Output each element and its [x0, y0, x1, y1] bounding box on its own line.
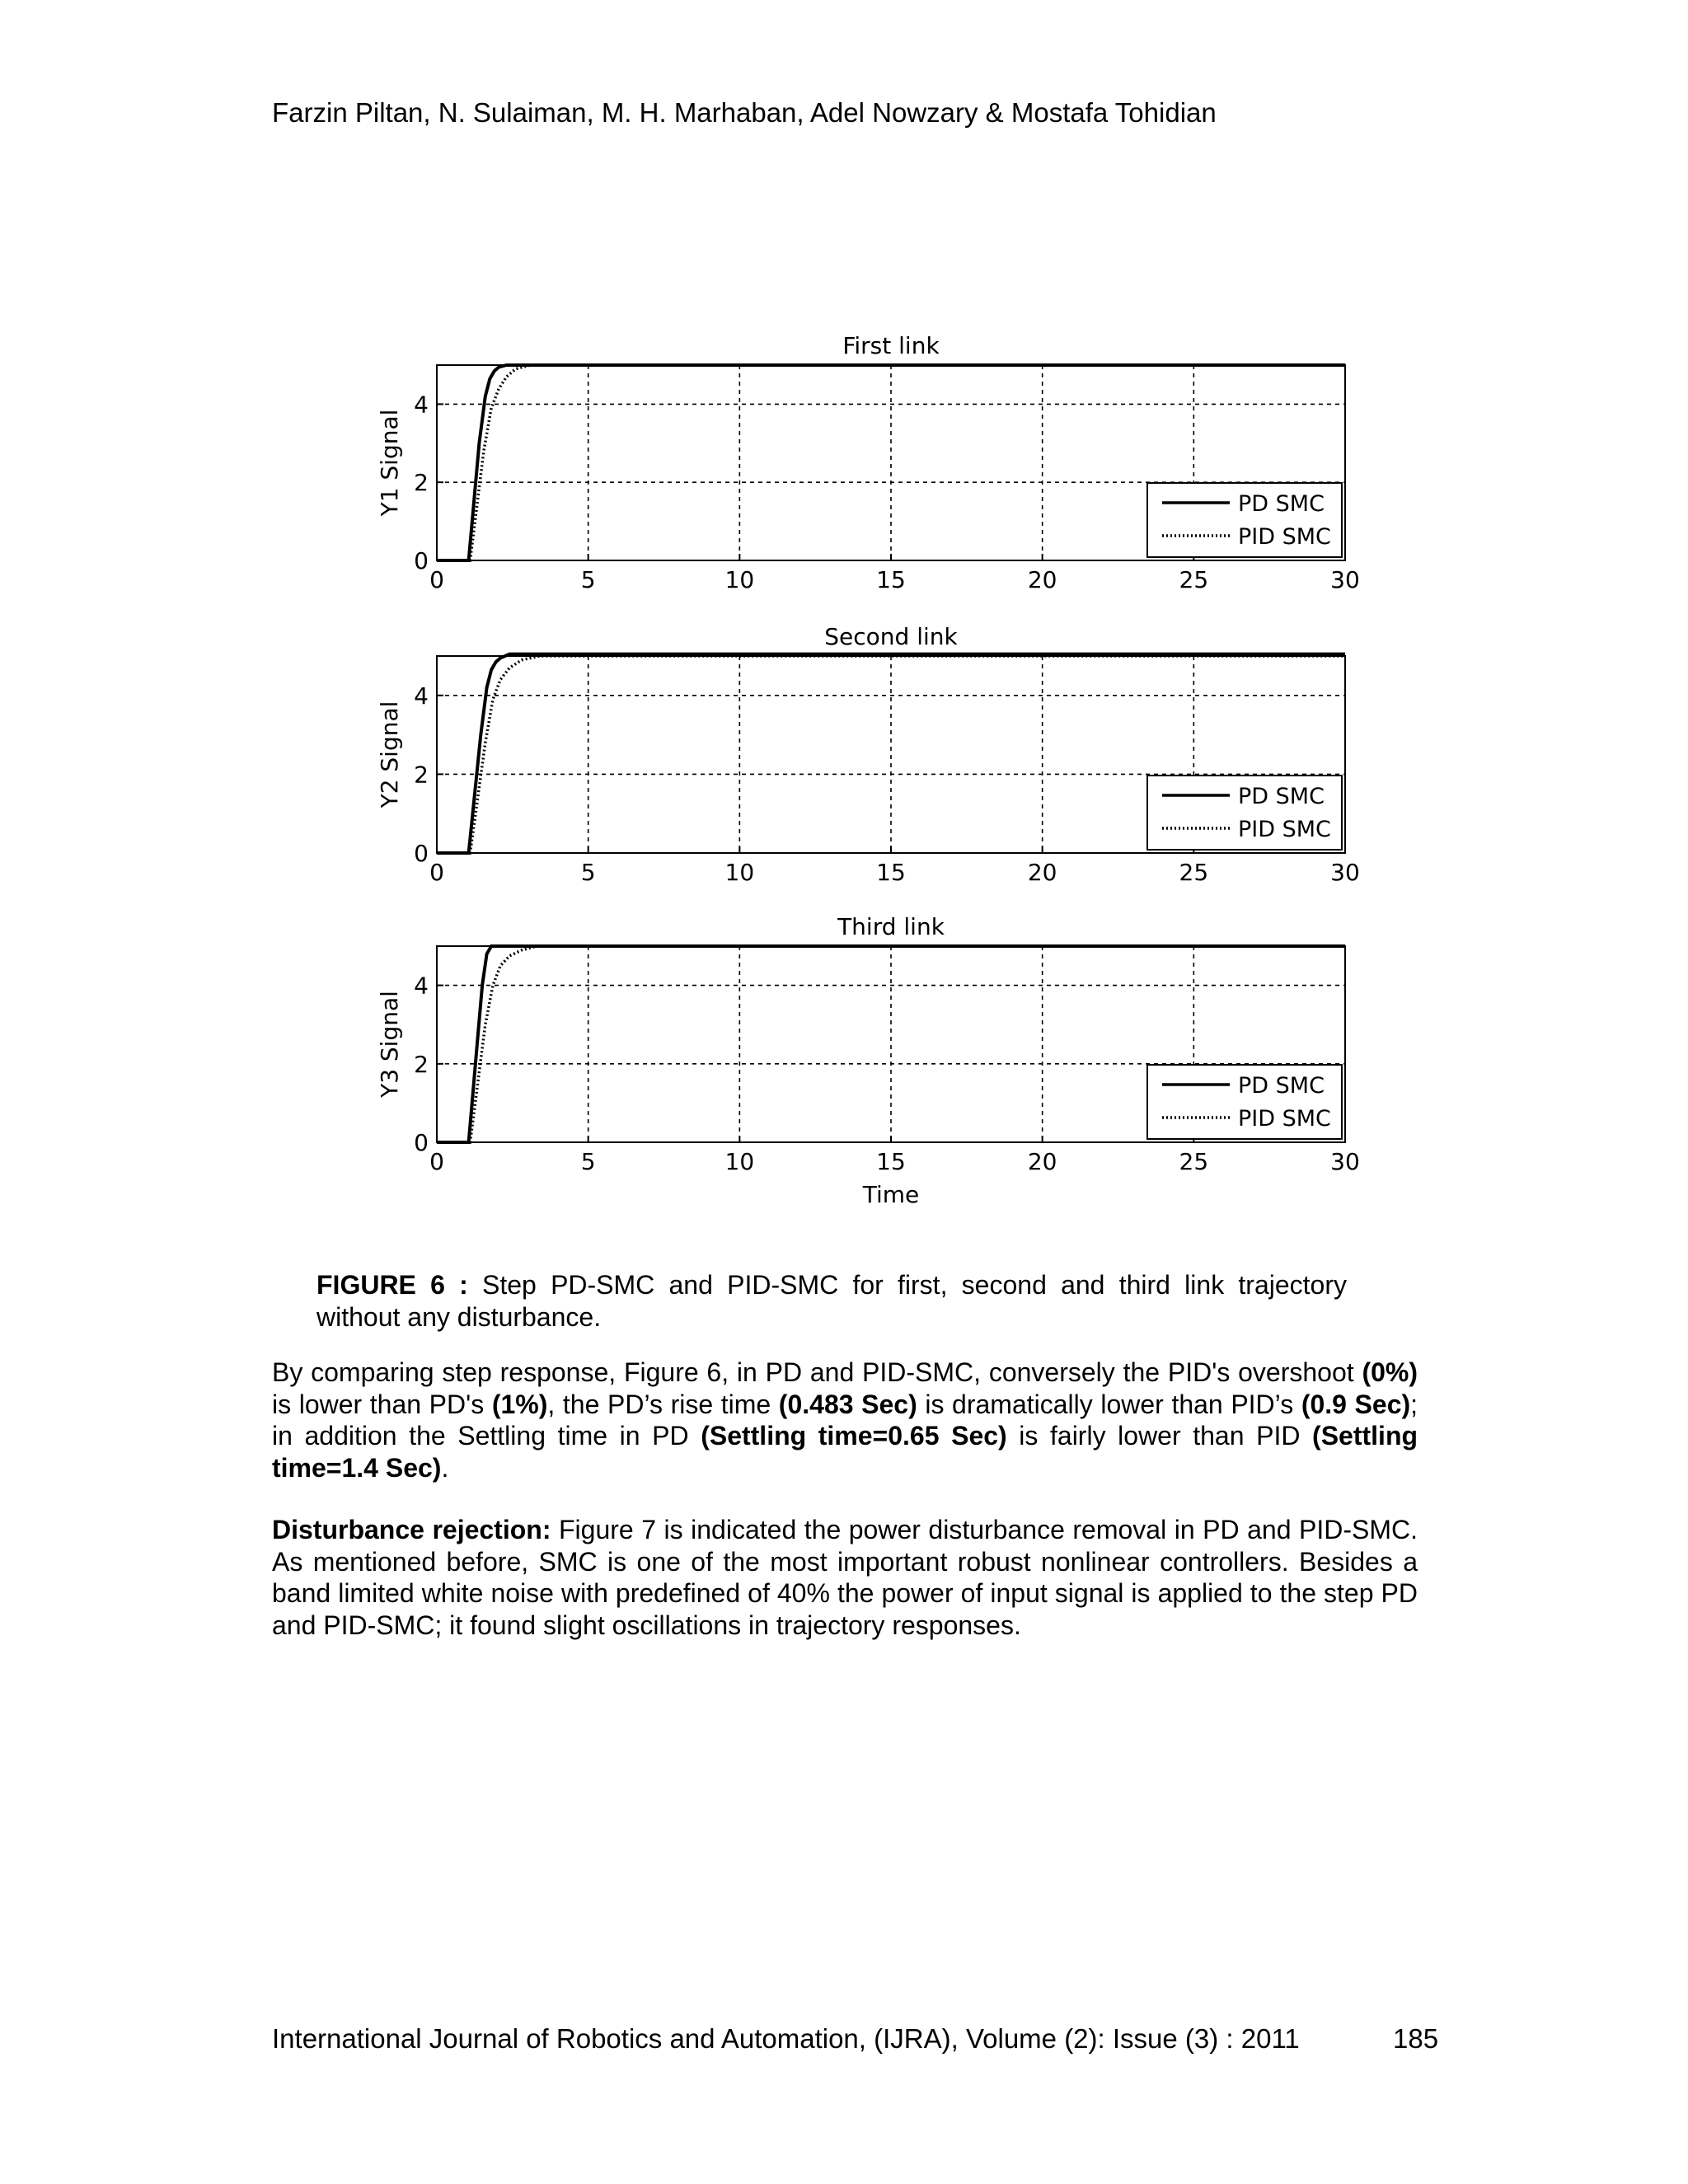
chart-title: Third link: [837, 913, 945, 940]
y-axis-label: Y2 Signal: [376, 701, 403, 808]
para1-bold-2: (1%): [491, 1389, 548, 1419]
x-tick-label: 20: [1027, 566, 1057, 593]
y-tick-label: 2: [414, 761, 429, 789]
legend-label: PD SMC: [1238, 491, 1325, 517]
legend-label: PID SMC: [1238, 1106, 1331, 1132]
x-tick-label: 30: [1330, 859, 1360, 886]
para1-bold-6: (Settling time=1.4 Sec): [272, 1421, 1418, 1483]
x-tick-label: 10: [724, 859, 755, 886]
para1-bold-5: (Settling time=0.65 Sec): [701, 1421, 1007, 1451]
legend-label: PD SMC: [1238, 1073, 1325, 1099]
x-tick-label: 15: [876, 859, 906, 886]
x-axis-label: Time: [862, 1181, 920, 1208]
footer-journal: International Journal of Robotics and Automation, (IJRA), Volume (2): Issue (3) : 2011: [272, 2023, 1300, 2054]
y-tick-label: 2: [414, 469, 429, 497]
para1-text-4: is dramatically lower than PID’s: [917, 1389, 1301, 1419]
x-tick-label: 10: [724, 566, 755, 593]
y-axis-label: Y1 Signal: [376, 409, 403, 517]
y-tick-label: 4: [414, 682, 429, 710]
x-tick-label: 30: [1330, 566, 1360, 593]
para2-lead: Disturbance rejection:: [272, 1515, 551, 1544]
page-number: 185: [1393, 2023, 1439, 2054]
x-tick-label: 5: [580, 566, 596, 593]
legend-label: PID SMC: [1238, 817, 1331, 842]
y-tick-label: 4: [414, 972, 429, 1000]
x-tick-label: 25: [1179, 566, 1209, 593]
chart-title: Second link: [824, 623, 958, 650]
para1-text-3: , the PD’s rise time: [547, 1389, 779, 1419]
para1-text-7: .: [441, 1452, 449, 1483]
caption-label: FIGURE 6 :: [316, 1270, 468, 1300]
x-tick-label: 25: [1179, 1148, 1209, 1175]
chart-title: First link: [842, 332, 940, 359]
y-tick-label: 0: [414, 840, 429, 867]
chart-panel-1: [376, 332, 1360, 593]
para1-text-5: ; in addition the Settling time in PD: [272, 1389, 1418, 1451]
x-tick-label: 30: [1330, 1148, 1360, 1175]
x-tick-label: 0: [429, 566, 444, 593]
x-tick-label: 15: [876, 566, 906, 593]
caption-text: Step PD-SMC and PID-SMC for first, second and third link trajectory without any disturbance.: [316, 1270, 1348, 1332]
x-tick-label: 20: [1027, 1148, 1057, 1175]
legend: [1147, 483, 1342, 557]
x-tick-label: 0: [429, 859, 444, 886]
y-tick-label: 0: [414, 1129, 429, 1156]
para1-text-6: is fairly lower than PID: [1006, 1421, 1313, 1451]
para1-bold-4: (0.9 Sec): [1301, 1389, 1411, 1419]
para2-text: Figure 7 is indicated the power disturbance removal in PD and PID-SMC. As mentioned before, SMC is one of the most important robust nonlinear controllers. Besides a band limited white noise with predefined of 40% the power of input signal is applied to the step PD and PID-SMC; it found slight oscillations in trajectory responses.: [272, 1515, 1418, 1640]
para1-bold-1: (0%): [1362, 1357, 1418, 1387]
y-axis-label: Y3 Signal: [376, 991, 403, 1098]
para1-text-1: By comparing step response, Figure 6, in PD and PID-SMC, conversely the PID's overshoot: [272, 1357, 1362, 1387]
x-tick-label: 25: [1179, 859, 1209, 886]
para1-text-2: is lower than PD's: [272, 1389, 492, 1419]
chart-panel-3: [376, 913, 1360, 1208]
figure-caption: [316, 1269, 1347, 1333]
x-tick-label: 10: [724, 1148, 755, 1175]
x-tick-label: 5: [580, 859, 596, 886]
paragraph-step-comparison: [272, 1357, 1418, 1483]
paragraph-disturbance-rejection: [272, 1514, 1418, 1641]
x-tick-label: 0: [429, 1148, 444, 1175]
legend-label: PD SMC: [1238, 784, 1325, 809]
legend: [1147, 776, 1342, 850]
y-tick-label: 0: [414, 547, 429, 574]
para1-bold-3: (0.483 Sec): [778, 1389, 917, 1419]
y-tick-label: 4: [414, 391, 429, 419]
legend-label: PID SMC: [1238, 524, 1331, 550]
x-tick-label: 20: [1027, 859, 1057, 886]
y-tick-label: 2: [414, 1050, 429, 1078]
x-tick-label: 15: [876, 1148, 906, 1175]
running-header: Farzin Piltan, N. Sulaiman, M. H. Marhaban, Adel Nowzary & Mostafa Tohidian: [272, 97, 1217, 128]
x-tick-label: 5: [580, 1148, 596, 1175]
legend: [1147, 1065, 1342, 1139]
chart-panel-2: [376, 623, 1360, 886]
